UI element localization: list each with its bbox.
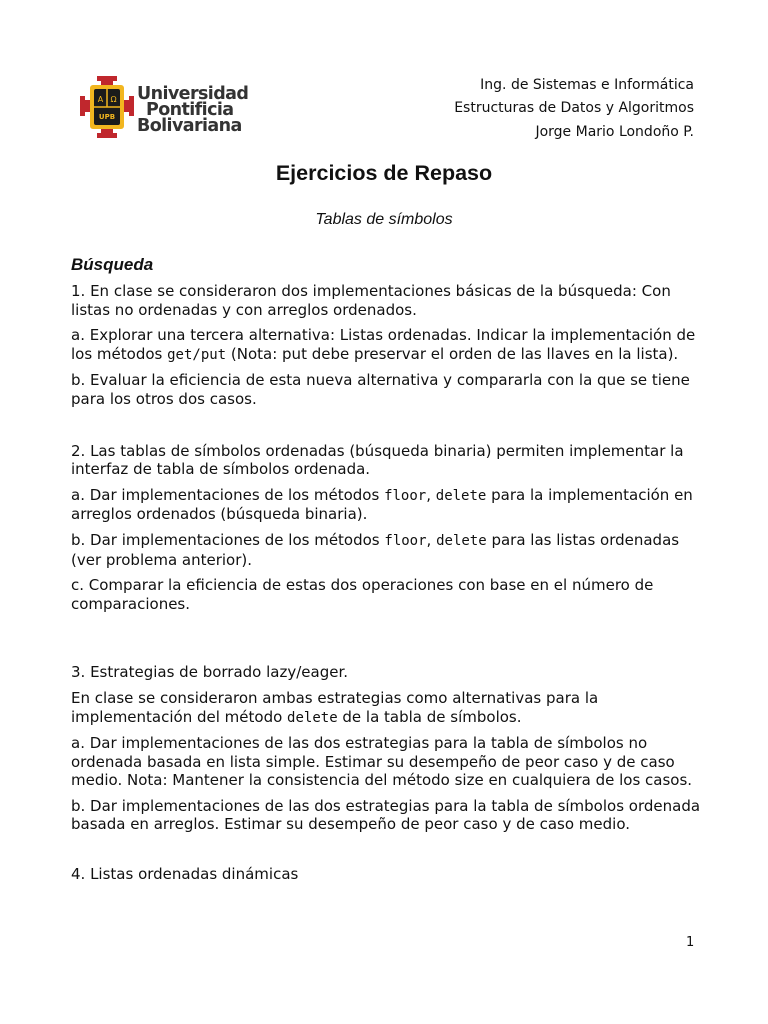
document-subtitle: Tablas de símbolos bbox=[315, 211, 453, 228]
course-name: Estructuras de Datos y Algoritmos bbox=[454, 100, 694, 117]
exercise-2a-separator: , bbox=[426, 485, 436, 504]
university-name bbox=[137, 86, 247, 134]
exercise-4-intro: 4. Listas ordenadas dinámicas bbox=[71, 865, 299, 884]
university-name-line-3: Bolivariana bbox=[137, 116, 242, 136]
exercise-2c: c. Comparar la eficiencia de estas dos operaciones con base en el número de comparaciones. bbox=[71, 576, 654, 613]
exercise-3-context-code: delete bbox=[287, 709, 338, 726]
exercise-3a: a. Dar implementaciones de las dos estrategias para la tabla de símbolos no ordenada basada en lista simple. Estimar su desempeño de peor caso y de caso medio. Nota: Mantener la consistencia del método size en cualquiera de los casos. bbox=[71, 734, 693, 790]
author-name: Jorge Mario Londoño P. bbox=[535, 123, 694, 140]
exercise-1b: b. Evaluar la eficiencia de esta nueva alternativa y compararla con la que se tiene para los otros dos casos. bbox=[71, 371, 690, 408]
exercise-1a bbox=[71, 326, 701, 364]
program-name: Ing. de Sistemas e Informática bbox=[480, 77, 694, 93]
exercise-1a-code: get/put bbox=[167, 346, 227, 363]
university-crest-icon bbox=[80, 76, 134, 138]
exercise-3-context-text-end: de la tabla de símbolos. bbox=[337, 707, 522, 726]
exercise-2b-separator: , bbox=[426, 530, 437, 549]
document-body bbox=[71, 254, 701, 891]
exercise-2b-code-floor: floor bbox=[384, 532, 427, 549]
exercise-2a-text-end: para la implementación en arreglos ordenados (búsqueda binaria). bbox=[71, 485, 693, 524]
crest-letter-omega: Ω bbox=[110, 95, 117, 104]
page-header bbox=[80, 74, 694, 144]
spacer bbox=[71, 620, 701, 663]
exercise-2a bbox=[71, 486, 701, 524]
exercise-2a-text-start: a. Dar implementaciones de los métodos bbox=[71, 485, 385, 504]
exercise-3-context-text-start: En clase se consideraron ambas estrategias como alternativas para la implementación del método bbox=[71, 688, 599, 726]
exercise-1a-text-end: (Nota: put debe preservar el orden de las llaves en la lista). bbox=[226, 344, 679, 363]
university-logo bbox=[80, 76, 249, 140]
exercise-2a-code-floor: floor bbox=[384, 487, 427, 504]
exercise-3-context bbox=[71, 689, 701, 727]
exercise-2a-code-delete: delete bbox=[435, 487, 487, 504]
exercise-1-intro: 1. En clase se consideraron dos implementaciones básicas de la búsqueda: Con listas no ordenadas y con arreglos ordenados. bbox=[71, 282, 671, 319]
exercise-2b-text-end: para las listas ordenadas (ver problema anterior). bbox=[71, 530, 680, 569]
university-name-line-1: Universidad bbox=[137, 84, 249, 104]
page-number: 1 bbox=[686, 935, 695, 950]
crest-letter-alpha: A bbox=[97, 95, 104, 104]
crest-letters-upb: UPB bbox=[98, 113, 116, 121]
exercise-2b-code-delete: delete bbox=[436, 532, 487, 549]
exercise-3-intro: 3. Estrategias de borrado lazy/eager. bbox=[71, 663, 349, 682]
exercise-2-intro: 2. Las tablas de símbolos ordenadas (búsqueda binaria) permiten implementar la interfaz de tabla de símbolos ordenada. bbox=[71, 441, 684, 479]
exercise-1a-text-start: a. Explorar una tercera alternativa: Listas ordenadas. Indicar la implementación de los métodos bbox=[71, 326, 696, 363]
exercise-2b bbox=[71, 531, 701, 569]
exercise-2b-text-start: b. Dar implementaciones de los métodos bbox=[71, 530, 385, 549]
section-heading: Búsqueda bbox=[71, 255, 154, 274]
document-title: Ejercicios de Repaso bbox=[275, 161, 493, 185]
spacer bbox=[71, 416, 701, 442]
course-info bbox=[454, 74, 694, 144]
university-name-line-2: Pontificia bbox=[146, 100, 234, 120]
spacer bbox=[71, 841, 701, 865]
exercise-3b: b. Dar implementaciones de las dos estrategias para la tabla de símbolos ordenada basada en arreglos. Estimar su desempeño de peor caso y de caso medio. bbox=[71, 796, 701, 834]
